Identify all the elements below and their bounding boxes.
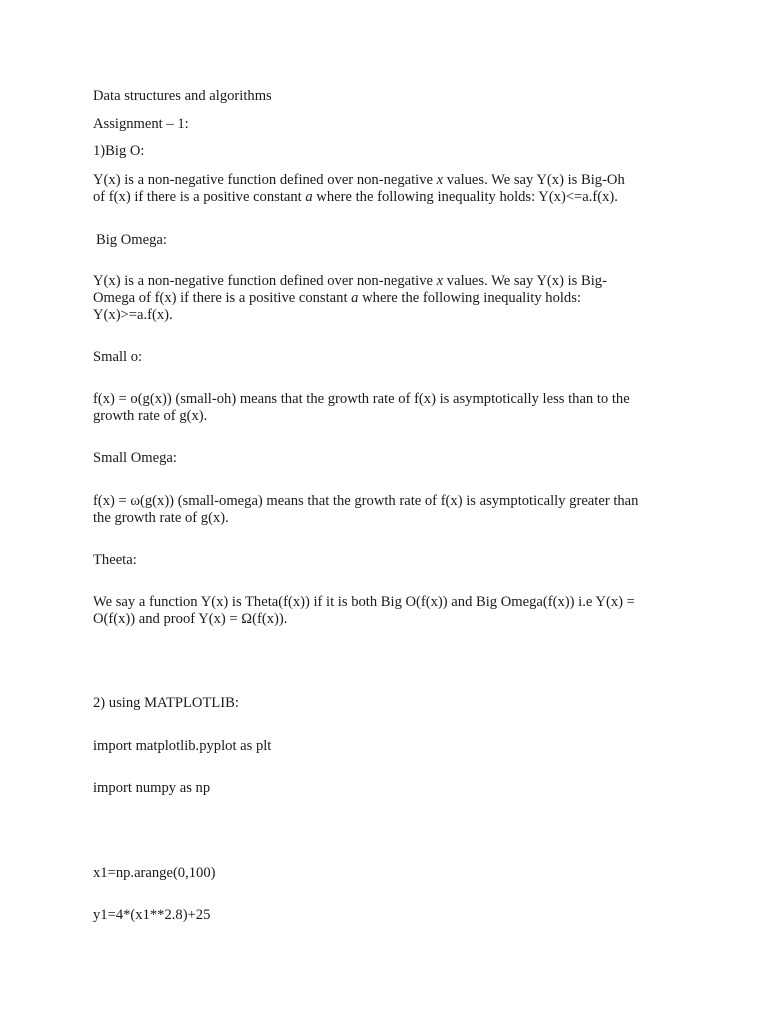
small-o-definition-line-1: f(x) = o(g(x)) (small-oh) means that the growth rate of f(x) is asymptotically less than to the — [93, 391, 630, 407]
theta-definition-line-1: We say a function Y(x) is Theta(f(x)) if it is both Big O(f(x)) and Big Omega(f(x)) i.e Y(x) = — [93, 594, 635, 610]
code-import-matplotlib: import matplotlib.pyplot as plt — [93, 738, 272, 754]
code-x1-assignment: x1=np.arange(0,100) — [93, 865, 216, 881]
document-title: Data structures and algorithms — [93, 88, 272, 104]
big-o-heading: 1)Big O: — [93, 143, 145, 159]
small-omega-definition-line-1: f(x) = ω(g(x)) (small-omega) means that the growth rate of f(x) is asymptotically greater than — [93, 493, 639, 509]
big-omega-definition-line-3: Y(x)>=a.f(x). — [93, 307, 173, 323]
big-omega-heading: Big Omega: — [96, 232, 167, 248]
code-y1-assignment: y1=4*(x1**2.8)+25 — [93, 907, 211, 923]
small-o-heading: Small o: — [93, 349, 143, 365]
small-omega-heading: Small Omega: — [93, 450, 177, 466]
matplotlib-heading: 2) using MATPLOTLIB: — [93, 695, 239, 711]
big-o-definition-line-1: Y(x) is a non-negative function defined over non-negative x values. We say Y(x) is Big-Oh — [93, 172, 625, 188]
small-omega-definition-line-2: the growth rate of g(x). — [93, 510, 229, 526]
big-omega-definition-line-2: Omega of f(x) if there is a positive constant a where the following inequality holds: — [93, 290, 581, 306]
small-o-definition-line-2: growth rate of g(x). — [93, 408, 208, 424]
theta-definition-line-2: O(f(x)) and proof Y(x) = Ω(f(x)). — [93, 611, 288, 627]
big-omega-definition-line-1: Y(x) is a non-negative function defined over non-negative x values. We say Y(x) is Big- — [93, 273, 607, 289]
big-o-definition-line-2: of f(x) if there is a positive constant a where the following inequality holds: Y(x)<=a.f(x). — [93, 189, 618, 205]
assignment-heading: Assignment – 1: — [93, 116, 189, 132]
theta-heading: Theeta: — [93, 552, 137, 568]
code-import-numpy: import numpy as np — [93, 780, 211, 796]
